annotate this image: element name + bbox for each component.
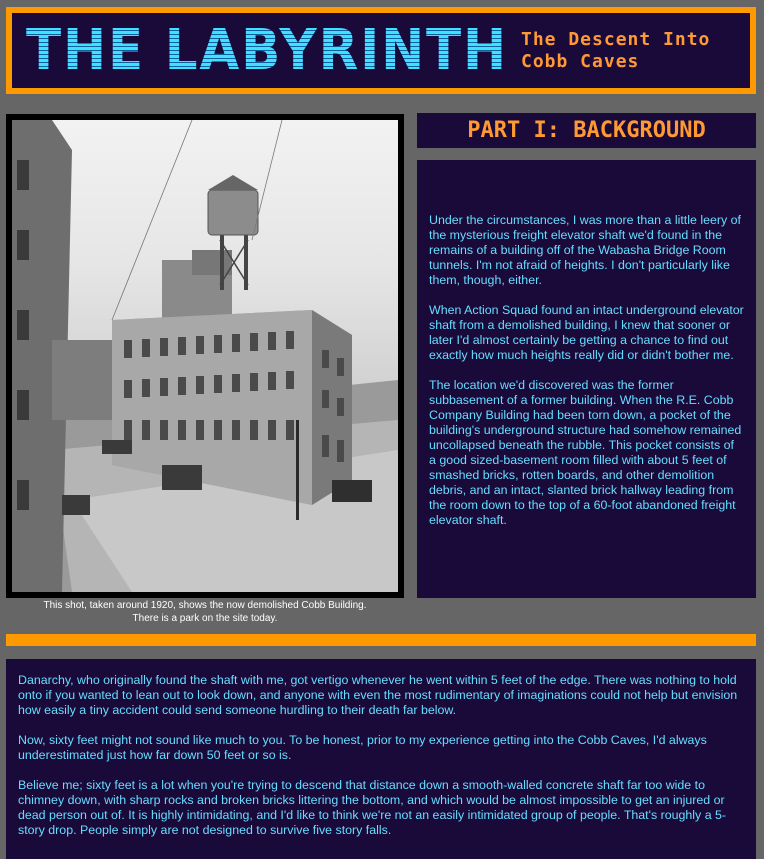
background-paragraph-2: When Action Squad found an intact underground elevator shaft from a demolished building, I knew that sooner or later I'd almost certainly be getting a chance to find out exactly how much heights really did or didn't bother me. bbox=[429, 303, 744, 362]
site-header bbox=[6, 7, 756, 94]
section-title-box bbox=[417, 113, 756, 148]
cobb-building-illustration bbox=[12, 120, 398, 592]
caption-line-2: There is a park on the site today. bbox=[132, 613, 278, 624]
cobb-building-photo bbox=[12, 120, 398, 592]
background-paragraph-1: Under the circumstances, I was more than a little leery of the mysterious freight elevator shaft we'd found in the remains of a building off of the Wabasha Bridge Room tunnels. I'm not afraid of heights. I don't particularly like them, though, either. bbox=[429, 213, 741, 287]
header-panel bbox=[12, 13, 750, 88]
caption-line-1: This shot, taken around 1920, shows the now demolished Cobb Building. bbox=[43, 600, 367, 611]
site-subtitle bbox=[521, 29, 710, 73]
background-paragraph-3: The location we'd discovered was the former subbasement of a former building. When the R.E. Cobb Company Building had been torn down, a pocket of the building's underground structure had somehow remained uncollapsed beneath the rubble. This pocket consists of a good sized-basement room filled with about 5 feet of smashed bricks, rotten boards, and other demolition debris, and an intact, slanted brick hallway leading from the room down to the top of a 60-foot abandoned freight elevator shaft. bbox=[429, 378, 742, 527]
main-text-panel bbox=[6, 659, 756, 859]
photo-caption bbox=[6, 599, 404, 625]
background-text-panel bbox=[417, 160, 756, 598]
orange-divider bbox=[6, 634, 756, 646]
main-paragraph-1: Danarchy, who originally found the shaft with me, got vertigo whenever he went within 5 feet of the edge. There was nothing to hold onto if you wanted to lean out to look down, and anyone with even the most rudimentary of imaginations could not help but envision how easily a tiny accident could send someone hurdling to their death far below. bbox=[18, 673, 738, 717]
site-logo[interactable]: THE LABYRINTH bbox=[26, 18, 508, 83]
main-paragraph-2: Now, sixty feet might not sound like much to you. To be honest, prior to my experience getting into the Cobb Caves, I'd always underestimated just how far down 50 feet or so is. bbox=[18, 733, 707, 762]
subtitle-line-2: Cobb Caves bbox=[521, 51, 640, 72]
section-title: PART I: BACKGROUND bbox=[467, 118, 706, 143]
subtitle-line-1: The Descent Into bbox=[521, 29, 711, 50]
main-paragraph-3: Believe me; sixty feet is a lot when you're trying to descend that distance down a smooth-walled concrete shaft far too wide to chimney down, with sharp rocks and broken bricks littering the bottom, and which would be almost impossible to get an injured or dead person out of. It is highly intimidating, and I'd like to think we're not an easily intimidated group of people. That's roughly a 5-story drop. People simply are not designed to survive five story falls. bbox=[18, 778, 727, 837]
photo-frame bbox=[6, 114, 404, 598]
